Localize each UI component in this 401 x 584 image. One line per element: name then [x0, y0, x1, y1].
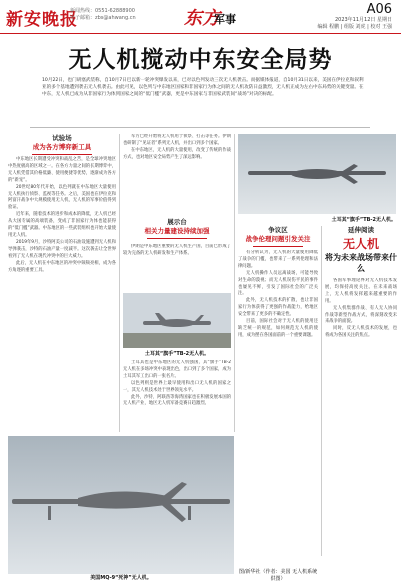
column-3: [238, 250, 318, 540]
subhead-rule: [32, 154, 92, 155]
paragraph: 中东地区长期遭受冲突和战乱之苦，是全球冲突地区中热度极高的区域之一。在各方力量之间的长期博弈中，无人机凭借其价格低廉、使用便捷等优势，逐渐成为各方的“新宠”。: [8, 157, 116, 183]
paragraph: 伊朗是中东地区重要的无人机生产国，目前已形成了较为完备的无人机研发和生产体系。: [123, 244, 231, 256]
mq9-photo: [8, 436, 234, 574]
subhead-label: 展示台: [167, 218, 187, 226]
paragraph: 军方已经开始将无人机用于侦察、打击等任务。伊朗也研制了“见证者”系列无人机，并出口到多个国家。: [123, 134, 231, 146]
sidebar: [325, 226, 397, 538]
sidebar-body: [325, 278, 397, 538]
subhead-title: 战争伦理问题引发关注: [245, 235, 311, 243]
column-divider: [119, 134, 120, 432]
column-1: [8, 134, 116, 434]
column-name: 军事: [214, 13, 236, 26]
paragraph: 无人机操作人员远离战场，可能导致对生命的漠视；而无人机误伤平民的事件也屡见不鲜，引发了国际社会的广泛关注。: [238, 270, 318, 297]
paragraph: 此后，无人机在中东地区的冲突中频频亮相，成为各方角逐的重要工具。: [8, 260, 116, 273]
drone-image: [238, 134, 396, 214]
subhead-label: 争议区: [268, 226, 288, 234]
drone-image: [123, 293, 231, 348]
column-3-subhead: [238, 226, 318, 249]
subhead-rule: [147, 238, 207, 239]
column-divider: [321, 226, 322, 556]
paragraph: 此外，无人机技术的扩散，也让非国家行为体获得了更强的作战能力，给地区安全带来了更多的不确定性。: [238, 298, 318, 318]
subhead-label: 试验场: [52, 134, 72, 142]
paragraph: 近年来，随着技术的进步和成本的降低，无人机已经从大国专属的高端装备，变成了非国家行为体也能获得的“低门槛”武器。中东地区的一些武装组织也开始大量使用无人机。: [8, 212, 116, 238]
subhead-rule: [253, 246, 303, 247]
tb2-photo: [123, 293, 231, 348]
paragraph: 以色列则是世界上最早使用和出口无人机的国家之一，其无人机技术处于世界领先水平。: [123, 380, 231, 393]
paragraph: 无人机集群作战、有人无人协同作战等新型作战方式，将深刻改变未来战争的面貌。: [325, 305, 397, 325]
column-divider: [234, 134, 235, 432]
divider: [30, 127, 370, 128]
sidebar-label: 延伸阅读: [348, 226, 374, 234]
page-number: A06: [366, 2, 392, 17]
subhead-title: 相关力量建设持续加强: [144, 227, 210, 235]
masthead: [0, 0, 401, 34]
mq9-caption: 美国MQ-9“死神”无人机。: [90, 575, 152, 581]
drone-image: [8, 436, 234, 574]
column-2-top: [123, 134, 231, 216]
column-logo: 东方: [184, 8, 220, 29]
paper-logo: 新安晚报: [6, 10, 78, 30]
column-2-mid: [123, 244, 231, 292]
header-rule: [0, 33, 401, 34]
hotline: 新闻热线：0551-62888900: [70, 8, 135, 14]
paragraph: 在中东地区，无人机的大量使用，改变了传统的作战方式，也对地区安全局势产生了深远影响。: [123, 147, 231, 160]
paragraph: 此外，沙特、阿联酋等海湾国家也在积极发展本国的无人机产业，地区无人机军备竞赛日趋激烈。: [123, 394, 231, 407]
col3-caption: 图/新华社（作者：美国 无人机系统供图）: [238, 569, 318, 582]
sidebar-title: 无人机: [342, 237, 379, 251]
issue-date: 2023年11月12日 星期日: [334, 17, 392, 23]
paragraph: 同时，反无人机技术的发展，也将成为各国关注的焦点。: [325, 326, 397, 339]
article-title: 无人机搅动中东安全局势: [68, 47, 333, 73]
editors: 编辑 程鹏 | 组版 刘虎 | 校对 王强: [317, 24, 392, 30]
tb2-flight-caption: 土耳其“旗手”TB-2无人机。: [331, 217, 396, 223]
paragraph: 有分析认为，无人机的大量使用降低了战争的门槛，也带来了一系列伦理和法律问题。: [238, 250, 318, 269]
sidebar-subtitle: 将为未来战场带来什么: [325, 253, 397, 273]
dateline: [318, 17, 393, 31]
subhead-title: 成为各方博弈新工具: [32, 143, 92, 151]
paragraph: 20世纪80年代开始，以色列就在中东地区大量使用无人机执行侦察、监视等任务。之后，美国也在伊拉克和阿富汗战争中大规模使用无人机，无人机的军事价值得到验证。: [8, 184, 116, 211]
column-2-bottom: [123, 360, 231, 436]
contact-info: [70, 8, 136, 22]
paragraph: 2019年9月，沙特阿美公司的石油设施遭到无人机和导弹袭击，沙特的石油产量一度减半。这次袭击让全世界看到了无人机在现代冲突中的巨大威力。: [8, 239, 116, 259]
email: 电子邮箱：zbs@ahwang.cn: [70, 15, 136, 21]
tb2-flight-photo: [238, 134, 396, 214]
column-2-subhead: [123, 218, 231, 241]
paragraph: 各国军事理论界对无人机技术发展，均保持高度关注。在未来战场上，无人机将发挥越来越重要的作用。: [325, 278, 397, 304]
article-lead: 10月22日，也门胡塞武装称，自10月7日巴以新一轮冲突爆发以来，已对以色列发动三次无人机袭击。而据媒体报道，自10月31日以来，美国在伊拉克和叙利亚的多个基地遭到袭击无人机袭击。由此可见，以色列与中东地区国家和非国家行为体之间的无人机攻防日益激烈，无人机正成为左右中东局势的关键变量。在中东，无人机已成为从非国家行为体到国家之间的“低门槛”武器，更是中东国家与非国家武装间“战场”对决的标配。: [42, 78, 364, 97]
paragraph: 目前，国际社会对于无人机的使用还缺乏统一的规范，如何规范无人机的使用，成为摆在各国面前的一个重要课题。: [238, 319, 318, 338]
tb2-caption: 土耳其“旗手”TB-2无人机。: [144, 351, 210, 357]
paragraph: 土耳其也是中东地区的无人机强国，其“旗手”TB-2无人机在多场冲突中表现出色，出口到了多个国家，成为土耳其军工出口的一张名片。: [123, 360, 231, 379]
